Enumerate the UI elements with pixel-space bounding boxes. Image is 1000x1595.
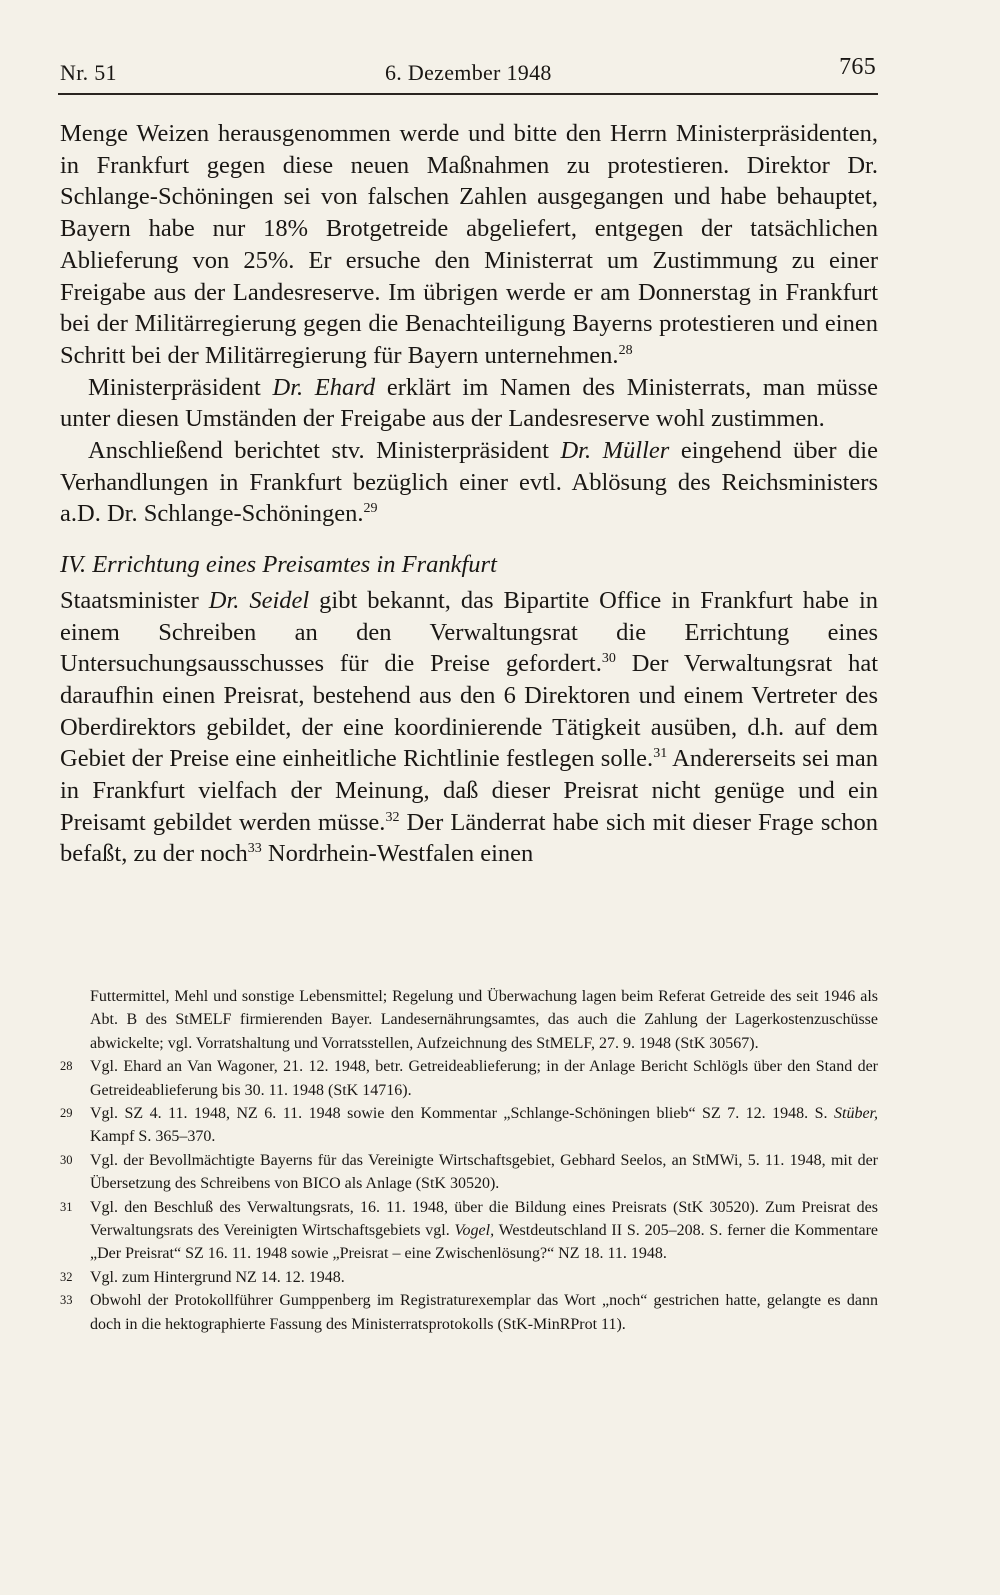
header-date: 6. Dezember 1948 [385, 60, 552, 85]
footnote-text: Vgl. zum Hintergrund NZ 14. 12. 1948. [90, 1268, 345, 1286]
footnote-number: 30 [60, 1152, 73, 1167]
footnote-text-a: Vgl. den Beschluß des Verwaltungsrats, 16. 11. 1948, über die Bildung eines Preisrats (StK 30520). Zum Preisrat des Verwaltungsrats des Vereinigten Wirtschaftsgebiets vgl. [90, 1198, 878, 1240]
footnote-30 [60, 1149, 878, 1196]
footnote-33 [60, 1289, 878, 1336]
footnote-text: Vgl. der Bevollmächtigte Bayerns für das Vereinigte Wirtschaftsgebiet, Gebhard Seelos, an StMWi, 5. 11. 1948, mit der Übersetzung des Schreibens von BICO als Anlage (StK 30520). [90, 1151, 878, 1193]
footnote-number: 32 [60, 1269, 73, 1284]
footnote-ref-30: 30 [601, 651, 616, 667]
footnote-28 [60, 1055, 878, 1102]
paragraph-4-text-d: Andererseits sei man in Frankfurt vielfach der Meinung, daß dieser Preisrat nicht genüge und ein Preisamt gebildet werden müsse. [60, 745, 878, 836]
author-name-vogel: Vogel, [454, 1222, 495, 1240]
paragraph-4-text-f: Nordrhein-Westfalen einen [261, 840, 534, 868]
footnote-number: 28 [60, 1059, 73, 1074]
footnote-31 [60, 1196, 878, 1266]
paragraph-4-text-e: Der Länderrat habe sich mit dieser Frage schon befaßt, zu der noch [60, 808, 878, 868]
paragraph-4-text-c: Der Verwaltungsrat hat daraufhin einen Preisrat, bestehend aus den 6 Direktoren und einem Vertreter des Oberdirektors gebildet, der eine koordinierende Tätigkeit ausüben, d.h. auf dem Gebiet der Preise eine einheitliche Richtlinie festlegen solle. [60, 650, 878, 773]
section-heading: IV. Errichtung eines Preisamtes in Frankfurt [60, 551, 497, 579]
footnote-number: 29 [60, 1106, 73, 1121]
page-number: 765 [839, 54, 876, 80]
footnote-continuation: Futtermittel, Mehl und sonstige Lebensmittel; Regelung und Überwachung lagen beim Referat Getreide des seit 1946 als Abt. B des StMELF firmierenden Bayer. Landesernährungsamtes, das auch die Zahlung der Lagerkostenzuschüsse abwickelte; vgl. Vorratshaltung und Vorratsstellen, Aufzeichnung des StMELF, 27. 9. 1948 (StK 30567). [90, 988, 878, 1052]
paragraph-2-text-a: Ministerpräsident [88, 373, 273, 401]
paragraph-2-text-b: erklärt im Namen des Ministerrats, man müsse unter diesen Umständen der Freigabe aus der Landesreserve wohl zustimmen. [60, 373, 879, 433]
footnote-text-b: Kampf S. 365–370. [90, 1128, 216, 1146]
speaker-name-ehard: Dr. Ehard [272, 373, 376, 401]
paragraph-2 [60, 372, 878, 435]
protocol-number: Nr. 51 [60, 60, 117, 85]
footnote-ref-31: 31 [653, 746, 668, 762]
paragraph-4 [60, 585, 878, 870]
footnote-number: 33 [60, 1293, 73, 1308]
speaker-name-mueller: Dr. Müller [560, 437, 670, 465]
footnote-ref-29: 29 [363, 501, 378, 517]
paragraph-3 [60, 435, 878, 530]
paragraph-4-text-a: Staatsminister [60, 586, 209, 614]
paragraph-1-text: Menge Weizen herausgenommen werde und bitte den Herrn Ministerpräsidenten, in Frankfurt gegen diese neuen Maßnahmen zu protestieren. Direktor Dr. Schlange-Schöningen sei von falschen Zahlen ausgegangen und habe behauptet, Bayern habe nur 18% Brotgetreide abgeliefert, entgegen der tatsächlichen Ablieferung von 25%. Er ersuche den Ministerrat um Zustimmung zu einer Freigabe aus der Landesreserve. Im übrigen werde er am Donnerstag in Frankfurt bei der Militärregierung gegen die Benachteiligung Bayerns protestieren und einen Schritt bei der Militärregierung für Bayern unternehmen. [60, 120, 878, 369]
footnote-text-b: Westdeutschland II S. 205–208. S. ferner die Kommentare „Der Preisrat“ SZ 16. 11. 1948 sowie „Preisrat – eine Zwischenlösung?“ NZ 18. 11. 1948. [90, 1222, 879, 1263]
header-rule [58, 93, 878, 95]
footnote-text: Vgl. Ehard an Van Wagoner, 21. 12. 1948, betr. Getreideablieferung; in der Anlage Bericht Schlögls über den Stand der Getreideablieferung bis 30. 11. 1948 (StK 14716). [90, 1058, 878, 1099]
running-header [58, 52, 878, 92]
paragraph-3-text-a: Anschließend berichtet stv. Ministerpräsident [88, 437, 561, 465]
footnote-ref-32: 32 [385, 809, 400, 825]
author-name-stueber: Stüber, [834, 1105, 878, 1123]
footnote-text-a: Vgl. SZ 4. 11. 1948, NZ 6. 11. 1948 sowie den Kommentar „Schlange-Schöningen blieb“ SZ 7. 12. 1948. S. [90, 1105, 834, 1123]
footnote-text: Obwohl der Protokollführer Gumppenberg im Registraturexemplar das Wort „noch“ gestrichen hatte, gelangte es dann doch in die hektographierte Fassung des Ministerratsprotokolls (StK-MinRProt 11). [90, 1292, 878, 1333]
footnote-ref-33: 33 [247, 841, 262, 857]
footnote-32 [60, 1266, 878, 1289]
footnote-ref-28: 28 [618, 342, 633, 358]
paragraph-1 [60, 118, 878, 372]
footnote-number: 31 [60, 1199, 73, 1214]
footnote-29 [60, 1102, 878, 1149]
speaker-name-seidel: Dr. Seidel [208, 586, 310, 614]
main-text [60, 118, 878, 870]
footnotes [60, 985, 878, 1336]
paragraph-4-text-b: gibt bekannt, das Bipartite Office in Frankfurt habe in einem Schreiben an den Verwaltungsrat die Errichtung eines Untersuchungsausschusses für die Preise gefordert. [60, 586, 878, 678]
paragraph-3-text-b: eingehend über die Verhandlungen in Frankfurt bezüglich einer evtl. Ablösung des Reichsministers a.D. Dr. Schlange-Schöningen. [60, 437, 878, 528]
